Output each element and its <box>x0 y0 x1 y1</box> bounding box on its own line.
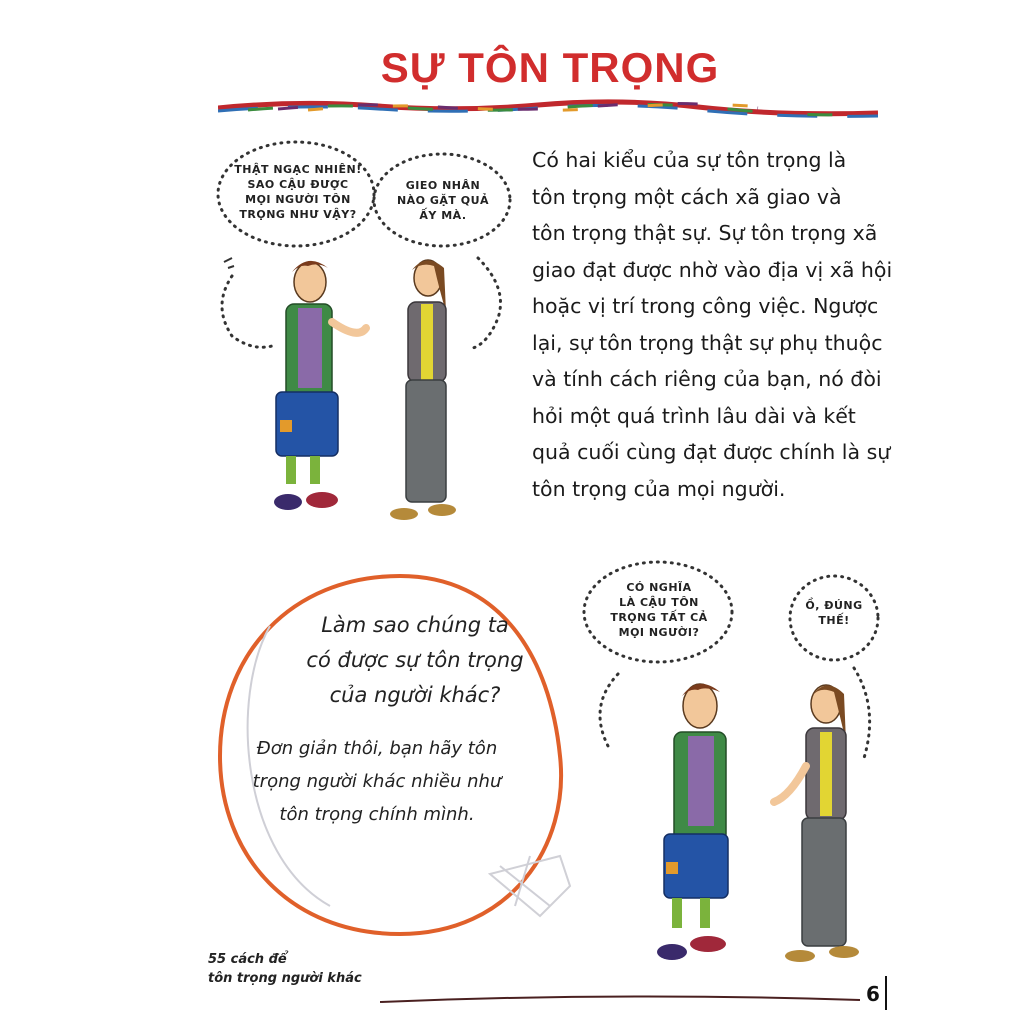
question-line: Làm sao chúng ta <box>321 613 509 637</box>
illustration-boy-girl-bottom <box>640 676 880 976</box>
bubble-line: TRỌNG TẤT CẢ <box>610 611 708 624</box>
body-line: tôn trọng một cách xã giao và <box>532 184 842 209</box>
body-paragraph <box>532 142 893 507</box>
speech-bubble-bottom-right <box>790 598 878 628</box>
speech-bubble-top-left <box>218 162 378 222</box>
page-title: SỰ TÔN TRỌNG <box>380 44 720 91</box>
body-line: tôn trọng của mọi người. <box>532 476 786 501</box>
footer-book-title <box>208 950 362 988</box>
answer-line: tôn trọng chính mình. <box>279 804 475 825</box>
bubble-line: THẬT NGẠC NHIÊN! <box>234 163 362 176</box>
bubble-line: LÀ CẬU TÔN <box>619 596 699 609</box>
girl-figure <box>390 260 456 520</box>
question-heading <box>290 608 540 713</box>
body-line: quả cuối cùng đạt được chính là sự <box>532 440 891 464</box>
footer-rule <box>380 994 860 1004</box>
answer-line: trọng người khác nhiều như <box>252 771 502 792</box>
page-edge-rule <box>884 976 890 1010</box>
speech-bubble-top-right <box>374 178 512 223</box>
boy-figure <box>657 684 728 960</box>
question-line: của người khác? <box>329 683 501 707</box>
bubble-line: Ồ, ĐÚNG <box>805 599 863 612</box>
illustration-boy-girl-top <box>258 252 468 524</box>
boy-figure <box>274 261 366 510</box>
page-number: 6 <box>866 982 880 1006</box>
question-answer <box>232 732 522 831</box>
girl-figure <box>774 685 859 962</box>
bubble-line: GIEO NHÂN <box>405 179 481 192</box>
body-line: và tính cách riêng của bạn, nó đòi <box>532 367 882 391</box>
question-line: có được sự tôn trọng <box>306 648 524 672</box>
bubble-line: MỌI NGƯỜI? <box>618 626 700 639</box>
bubble-line: SAO CẬU ĐƯỢC <box>247 178 349 191</box>
footer-line: 55 cách để <box>208 952 287 967</box>
body-line: tôn trọng thật sự. Sự tôn trọng xã <box>532 221 878 245</box>
answer-line: Đơn giản thôi, bạn hãy tôn <box>256 738 498 759</box>
bubble-line: NÀO GẶT QUẢ <box>396 194 490 207</box>
body-line: giao đạt được nhờ vào địa vị xã hội <box>532 257 893 282</box>
body-line: hỏi một quá trình lâu dài và kết <box>532 403 856 428</box>
bubble-line: THẾ! <box>818 614 850 627</box>
body-line: lại, sự tôn trọng thật sự phụ thuộc <box>532 330 883 355</box>
speech-bubble-bottom-left <box>584 580 734 640</box>
body-line: Có hai kiểu của sự tôn trọng là <box>532 148 847 172</box>
decorative-stripe <box>218 98 878 120</box>
bubble-line: ẤY MÀ. <box>419 209 467 222</box>
body-line: hoặc vị trí trong công việc. Ngược <box>532 294 879 318</box>
bubble-line: CÓ NGHĨA <box>626 581 692 594</box>
bubble-line: TRỌNG NHƯ VẬY? <box>239 208 357 221</box>
footer-line: tôn trọng người khác <box>208 971 362 986</box>
bubble-line: MỌI NGƯỜI TÔN <box>245 193 351 206</box>
